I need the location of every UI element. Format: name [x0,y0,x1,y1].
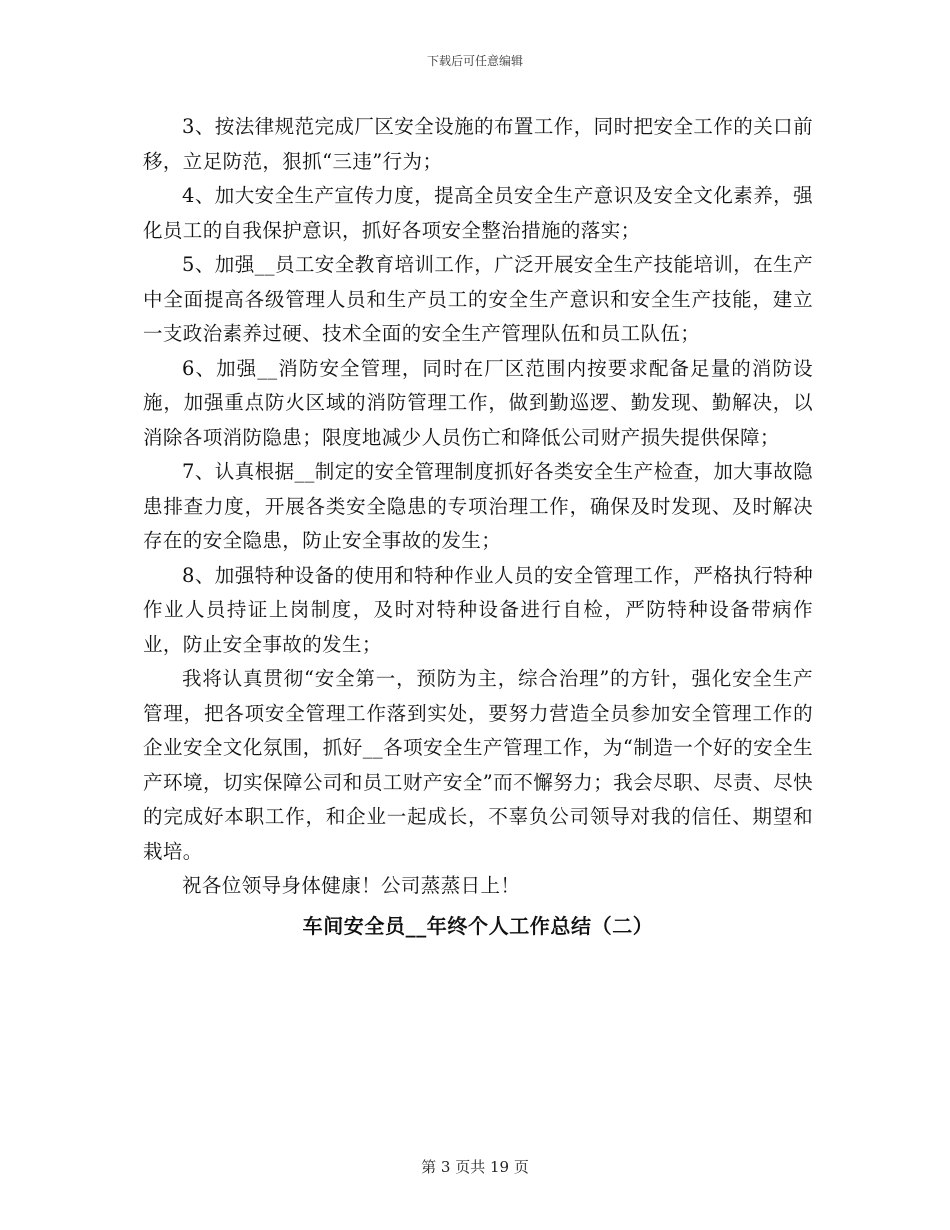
paragraph-item-6: 6、加强__消防安全管理，同时在厂区范围内按要求配备足量的消防设施，加强重点防火区域的消防管理工作，做到勤巡逻、勤发现、勤解决，以消除各项消防隐患；限度地减少人员伤亡和降低公司财产损失提供保障； [143,356,813,449]
paragraph-commitment: 我将认真贯彻“安全第一，预防为主，综合治理”的方针，强化安全生产管理，把各项安全管理工作落到实处，要努力营造全员参加安全管理工作的企业安全文化氛围，抓好__各项安全生产管理工作，为“制造一个好的安全生产环境，切实保障公司和员工财产安全”而不懈努力；我会尽职、尽责、尽快的完成好本职工作，和企业一起成长，不辜负公司领导对我的信任、期望和栽培。 [143,667,813,863]
paragraph-item-8: 8、加强特种设备的使用和特种作业人员的安全管理工作，严格执行特种作业人员持证上岗制度，及时对特种设备进行自检，严防特种设备带病作业，防止安全事故的发生； [143,563,813,656]
paragraph-item-7: 7、认真根据__制定的安全管理制度抓好各类安全生产检查，加大事故隐患排查力度，开展各类安全隐患的专项治理工作，确保及时发现、及时解决存在的安全隐患，防止安全事故的发生； [143,460,813,552]
page-number-footer: 第 3 页共 19 页 [421,1158,529,1176]
paragraph-item-3: 3、按法律规范完成厂区安全设施的布置工作，同时把安全工作的关口前移，立足防范，狠抓“三违”行为； [143,115,813,173]
paragraph-item-5: 5、加强__员工安全教育培训工作，广泛开展安全生产技能培训，在生产中全面提高各级管理人员和生产员工的安全生产意识和安全生产技能，建立一支政治素养过硬、技术全面的安全生产管理队伍和员工队伍； [143,253,813,345]
document-body [143,110,813,944]
section-title: 车间安全员__年终个人工作总结（二） [302,913,654,938]
page-header: 下载后可任意编辑 [426,54,523,68]
paragraph-item-4: 4、加大安全生产宣传力度，提高全员安全生产意识及安全文化素养，强化员工的自我保护意识，抓好各项安全整治措施的落实； [143,184,813,242]
paragraph-closing-wish: 祝各位领导身体健康！公司蒸蒸日上！ [182,874,521,897]
